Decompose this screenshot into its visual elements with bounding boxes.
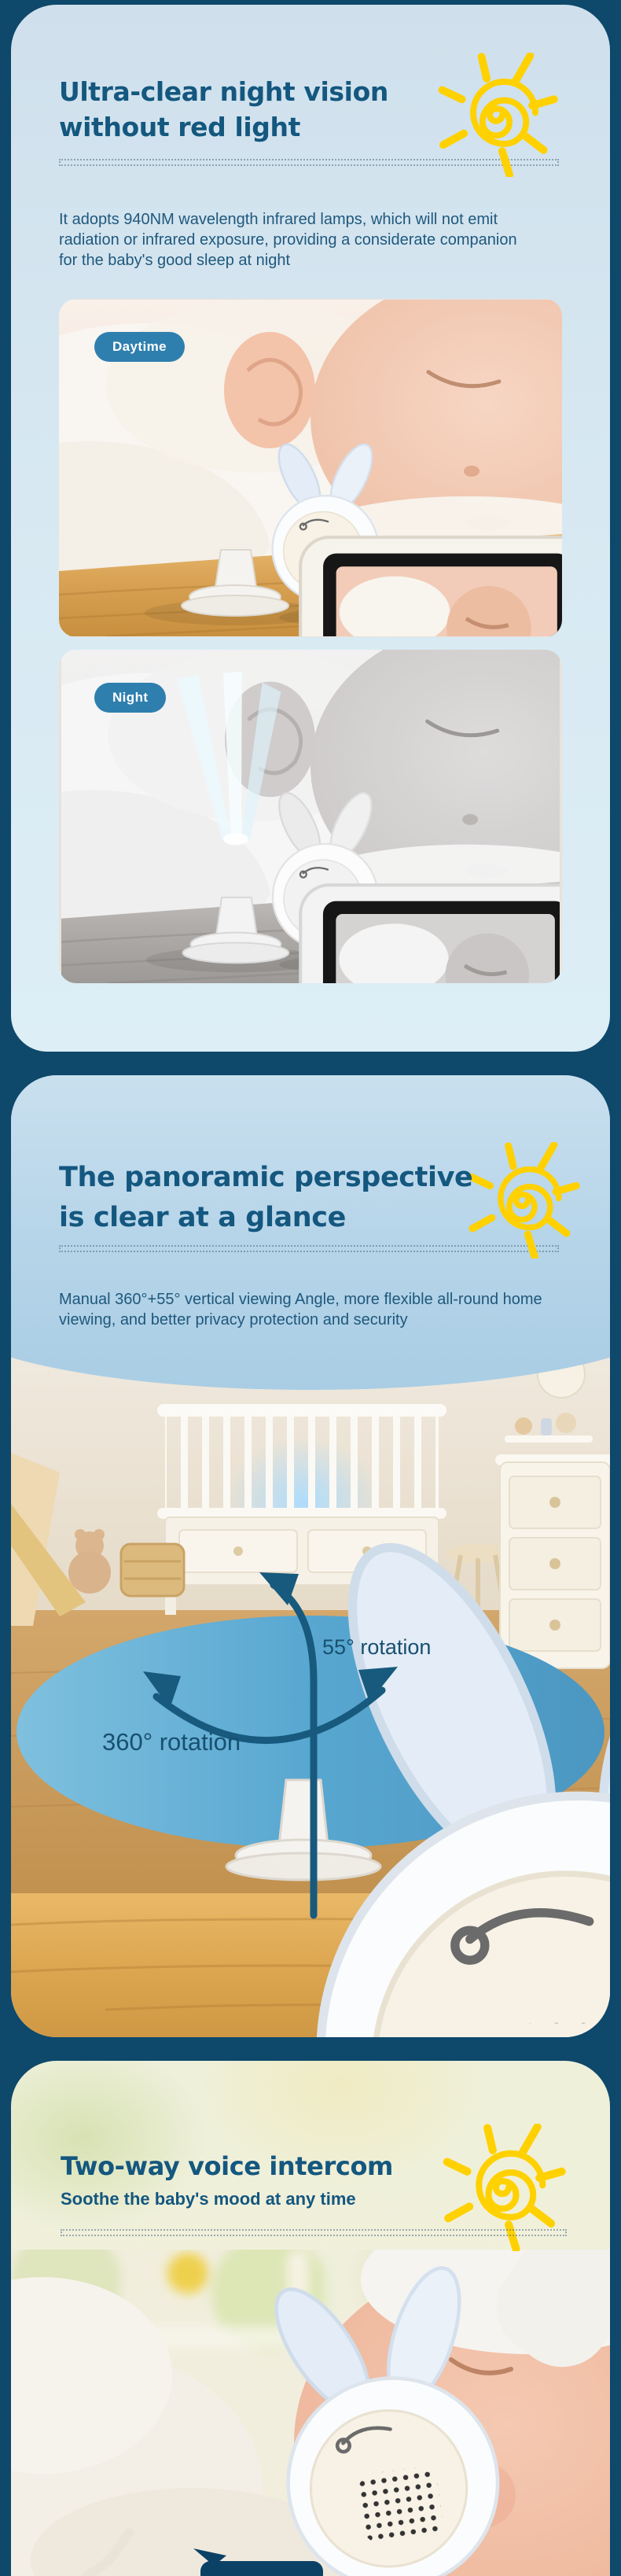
- section1-title: [59, 74, 388, 145]
- laughing-baby-photo: [11, 2250, 610, 2576]
- sun-doodle-icon: [464, 1140, 580, 1261]
- night-badge: Night: [94, 683, 166, 713]
- section3-title: Two-way voice intercom: [61, 2151, 393, 2181]
- section1-title-line2: without red light: [59, 112, 300, 142]
- daytime-photo: [59, 299, 562, 637]
- horizontal-rotation-label: 360° rotation: [102, 1728, 241, 1756]
- section-intercom: [11, 2061, 610, 2576]
- section1-paragraph: It adopts 940NM wavelength infrared lamps, which will not emit radiation or infrared exposure, providing a considerate companion for the baby's good sleep at night: [59, 211, 517, 269]
- vertical-rotation-label: 55° rotation: [322, 1635, 432, 1659]
- night-photo: [59, 650, 562, 983]
- dotted-divider: [61, 2229, 567, 2236]
- nursery-room-scene: [11, 1343, 610, 2037]
- daytime-badge: Daytime: [94, 332, 185, 362]
- section-night-vision: [11, 5, 610, 1052]
- dresser: [495, 1454, 610, 1668]
- section2-title-line1: The panoramic perspective: [59, 1162, 473, 1193]
- section2-title-line2: is clear at a glance: [59, 1202, 346, 1233]
- nursery-room-photo: [11, 1343, 610, 2037]
- section1-title-line1: Ultra-clear night vision: [59, 76, 388, 107]
- section2-paragraph: Manual 360°+55° vertical viewing Angle, more flexible all-round home viewing, and better privacy protection and security: [59, 1291, 542, 1329]
- laughing-baby-scene: [11, 2250, 610, 2576]
- section-panoramic: [11, 1075, 610, 2037]
- sun-doodle-icon: [434, 50, 558, 179]
- section3-subtitle: Soothe the baby's mood at any time: [61, 2189, 356, 2209]
- section2-title: [59, 1158, 472, 1238]
